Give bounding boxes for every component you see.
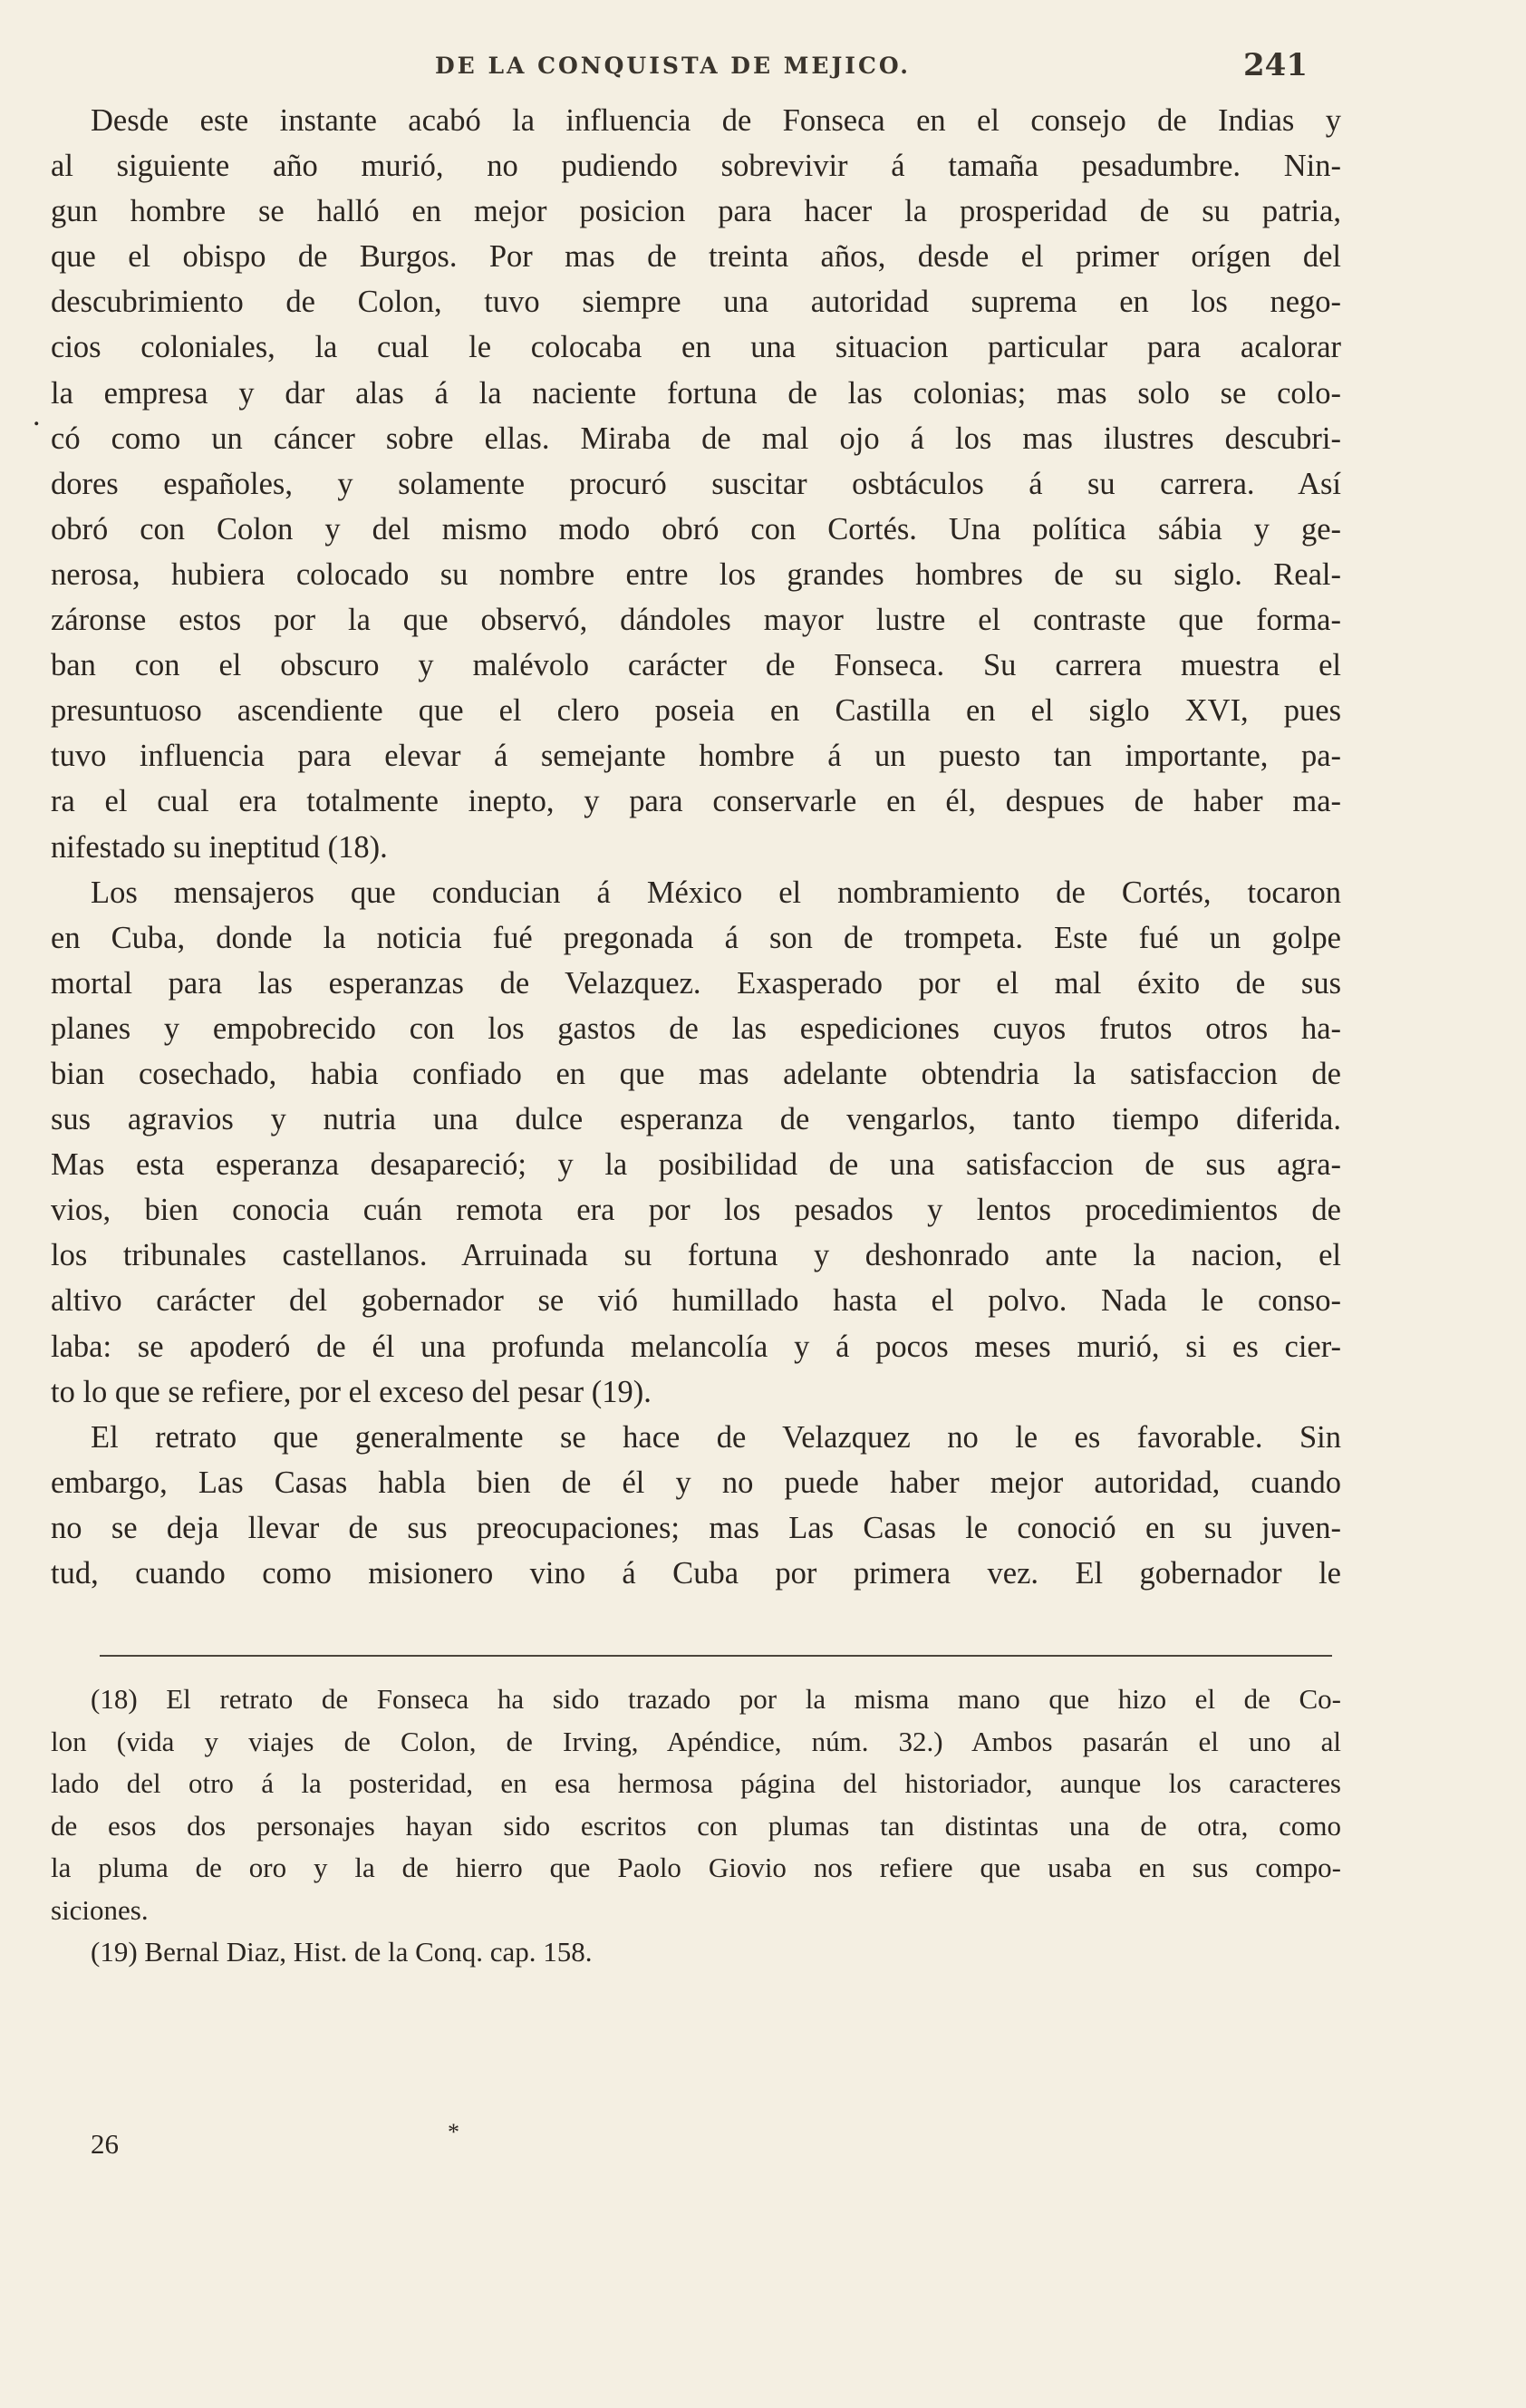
body-line: en Cuba, donde la noticia fué pregonada á son de trompeta. Este fué un golpe [51,920,1341,955]
body-line: los tribunales castellanos. Arruinada su fortuna y deshonrado ante la nacion, el [51,1238,1341,1273]
signature-star: * [448,2119,459,2145]
body-line: vios, bien conocia cuán remota era por los pesados y lentos procedimientos de [51,1193,1341,1228]
body-line: no se deja llevar de sus preocupaciones; mas Las Casas le conoció en su juven- [51,1510,1341,1545]
body-line: Mas esta esperanza desapareció; y la posibilidad de una satisfaccion de sus agra- [51,1147,1341,1183]
footnote-divider [100,1655,1332,1657]
body-line: Desde este instante acabó la influencia de Fonseca en el consejo de Indias y [91,103,1341,138]
body-line: tuvo influencia para elevar á semejante hombre á un puesto tan importante, pa- [51,739,1341,774]
body-line: ra el cual era totalmente inepto, y para conservarle en él, despues de haber ma- [51,784,1341,819]
body-line: bian cosechado, habia confiado en que mas adelante obtendria la satisfaccion de [51,1056,1341,1091]
body-line: que el obispo de Burgos. Por mas de treinta años, desde el primer orígen del [51,239,1341,275]
body-line: záronse estos por la que observó, dándoles mayor lustre el contraste que forma- [51,603,1341,638]
body-line: obró con Colon y del mismo modo obró con Cortés. Una política sábia y ge- [51,511,1341,546]
footnote-line: la pluma de oro y la de hierro que Paolo Giovio nos refiere que usaba en sus compo- [51,1852,1341,1883]
body-line: có como un cáncer sobre ellas. Miraba de mal ojo á los mas ilustres descubri- [51,421,1341,456]
margin-mark: . [33,399,41,432]
body-line: al siguiente año murió, no pudiendo sobrevivir á tamaña pesadumbre. Nin- [51,149,1341,184]
body-line: descubrimiento de Colon, tuvo siempre una autoridad suprema en los nego- [51,285,1341,320]
body-line: altivo carácter del gobernador se vió humillado hasta el polvo. Nada le conso- [51,1283,1341,1319]
body-text [51,98,1341,1596]
body-line: la empresa y dar alas á la naciente fortuna de las colonias; mas solo se colo- [51,375,1341,411]
footnote-line: de esos dos personajes hayan sido escritos con plumas tan distintas una de otra, como [51,1809,1341,1842]
body-line: laba: se apoderó de él una profunda melancolía y á pocos meses murió, si es cier- [51,1329,1341,1364]
body-line: mortal para las esperanzas de Velazquez. Exasperado por el mal éxito de sus [51,965,1341,1001]
page-number: 241 [1243,47,1308,83]
body-line: nifestado su ineptitud (18). [51,829,388,865]
footnote-line: lon (vida y viajes de Colon, de Irving, Apéndice, núm. 32.) Ambos pasarán el uno al [51,1725,1341,1757]
body-line: ban con el obscuro y malévolo carácter de Fonseca. Su carrera muestra el [51,648,1341,683]
body-line: El retrato que generalmente se hace de Velazquez no le es favorable. Sin [91,1419,1341,1455]
body-line: dores españoles, y solamente procuró suscitar osbtáculos á su carrera. Así [51,466,1341,501]
body-line: planes y empobrecido con los gastos de las espediciones cuyos frutos otros ha- [51,1011,1341,1046]
body-line: nerosa, hubiera colocado su nombre entre los grandes hombres de su siglo. Real- [51,556,1341,592]
footnote-line: (19) Bernal Diaz, Hist. de la Conq. cap. 158. [91,1936,593,1968]
body-line: cios coloniales, la cual le colocaba en una situacion particular para acalorar [51,330,1341,365]
footnote-line: lado del otro á la posteridad, en esa hermosa página del historiador, aunque los caracteres [51,1767,1341,1799]
running-title: DE LA CONQUISTA DE MEJICO. [435,53,911,79]
body-line: Los mensajeros que conducian á México el nombramiento de Cortés, tocaron [91,875,1341,910]
footnote-line: siciones. [51,1893,149,1926]
body-line: sus agravios y nutria una dulce esperanza de vengarlos, tanto tiempo diferida. [51,1102,1341,1137]
signature-mark: 26 [91,2128,119,2160]
footnote-line: (18) El retrato de Fonseca ha sido trazado por la misma mano que hizo el de Co- [91,1683,1341,1715]
body-line: tud, cuando como misionero vino á Cuba por primera vez. El gobernador le [51,1556,1341,1591]
body-line: gun hombre se halló en mejor posicion para hacer la prosperidad de su patria, [51,194,1341,229]
body-line: to lo que se refiere, por el exceso del pesar (19). [51,1374,652,1409]
body-line: presuntuoso ascendiente que el clero poseia en Castilla en el siglo XVI, pues [51,693,1341,729]
footnotes [51,1678,1341,1974]
body-line: embargo, Las Casas habla bien de él y no puede haber mejor autoridad, cuando [51,1465,1341,1500]
